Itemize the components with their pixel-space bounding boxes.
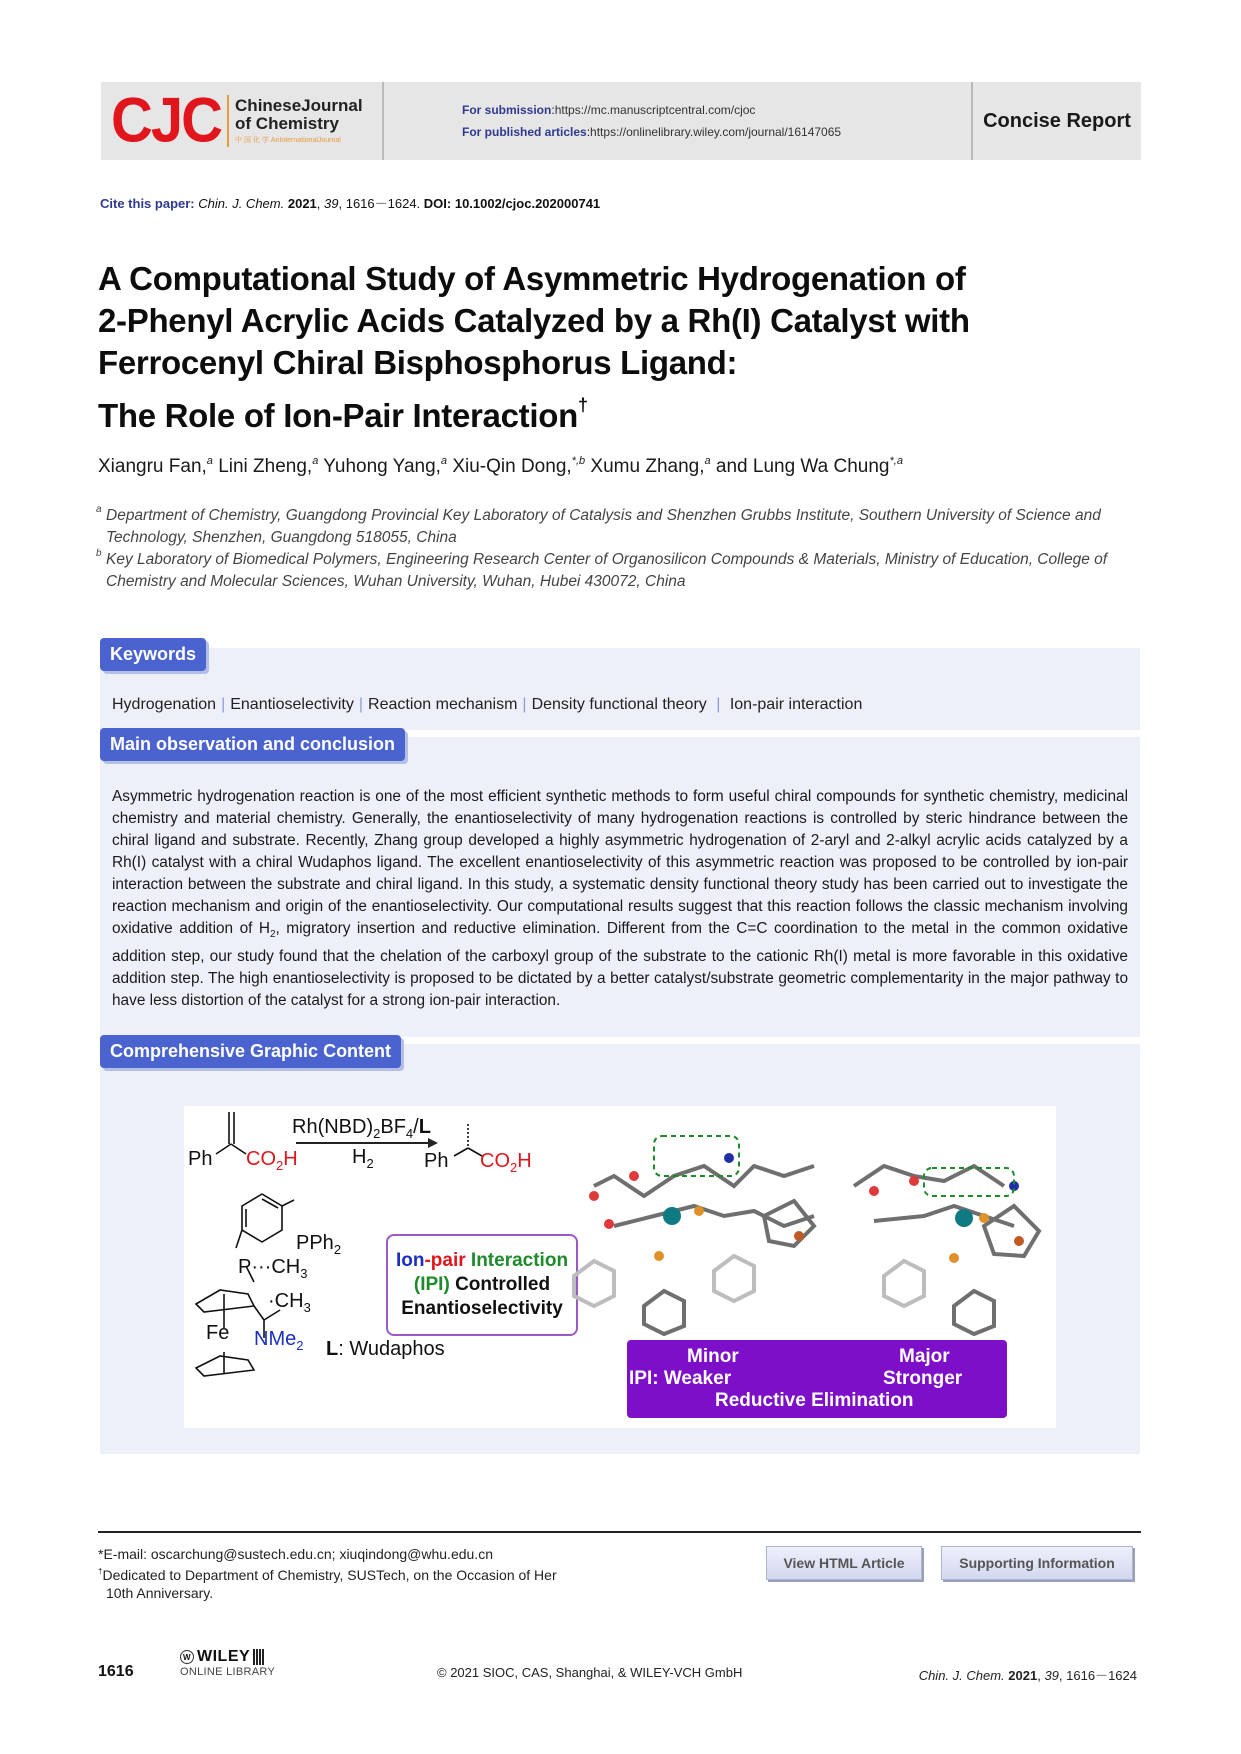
article-type: Concise Report <box>983 109 1131 132</box>
ligand-nme2: NMe$_2$ <box>254 1328 304 1353</box>
product-co2h: $CO_2H$ <box>480 1150 532 1175</box>
ligand-label: L: Wudaphos <box>326 1338 445 1360</box>
copyright: © 2021 SIOC, CAS, Shanghai, & WILEY-VCH GmbH <box>437 1665 743 1680</box>
ligand-ch3: $\cdot CH_3$ <box>268 1290 311 1315</box>
major-label: Major <box>899 1346 950 1367</box>
ligand-p-ch3: $P\cdot\cdot\cdot CH_3$ <box>238 1256 308 1281</box>
ipi-callout: Ion-pair Interaction (IPI) Controlled Enantioselectivity <box>386 1234 578 1336</box>
keyword: Enantioselectivity <box>230 696 354 713</box>
weaker-label: IPI: Weaker <box>629 1368 732 1389</box>
keyword: Reaction mechanism <box>368 696 518 713</box>
submission-url[interactable]: https://mc.manuscriptcentral.com/cjoc <box>554 103 756 117</box>
reactant-co2h: $CO_2H$ <box>246 1148 298 1173</box>
stronger-label: Stronger <box>883 1368 963 1389</box>
journal-banner <box>101 82 1141 160</box>
wiley-seal-icon: W <box>180 1650 194 1664</box>
graphic-panel <box>100 1041 1140 1454</box>
published-url[interactable]: https://onlinelibrary.wiley.com/journal/16147065 <box>590 125 842 139</box>
supporting-information-button[interactable]: Supporting Information <box>941 1546 1133 1580</box>
author: Lini Zheng, <box>218 456 313 477</box>
reagent-h2: $H_2$ <box>352 1146 374 1171</box>
ligand-fe: Fe <box>206 1322 230 1344</box>
author-list: Xiangru Fan,$^a$ Lini Zheng,$^a$ Yuhong Yang,$^a$ Xiu-Qin Dong,$^{*,b}$ Xumu Zhang,$^a$ and Lung Wa Chung$^{*,a}$ <box>98 455 903 477</box>
footer-citation: Chin. J. Chem. 2021, 39, 1616－1624 <box>918 1668 1137 1683</box>
keyword-list: Hydrogenation | Enantioselectivity | Reaction mechanism | Density functional theory | Ion-pair interaction <box>112 696 863 713</box>
dedication: Dedicated to Department of Chemistry, SUSTech, on the Occasion of Her <box>102 1567 557 1583</box>
transition-state-structures <box>554 1106 1054 1338</box>
graphical-abstract <box>184 1106 1056 1428</box>
keyword: Hydrogenation <box>112 696 217 713</box>
keyword: Ion-pair interaction <box>729 696 863 713</box>
abstract-panel <box>100 734 1140 1037</box>
author: Yuhong Yang, <box>323 456 441 477</box>
reaction-arrow <box>296 1142 436 1144</box>
affiliation-b: b Key Laboratory of Biomedical Polymers, Engineering Research Center of Organosilicon Compounds & Materials, Ministry of Education, College of Chemistry and Molecular Sciences, Wuhan University, Wuhan, Hubei 430072, China <box>96 548 1108 590</box>
page-number: 1616 <box>98 1663 134 1680</box>
books-icon <box>253 1649 265 1665</box>
cjc-logo-mark: CJC <box>111 85 222 156</box>
published-link-row[interactable]: For published articles:https://onlinelibrary.wiley.com/journal/16147065 <box>462 125 842 139</box>
product-ph: Ph <box>424 1150 449 1172</box>
logo-line-3: 中 国 化 学 AnInternationalJournal <box>235 137 341 144</box>
affiliations <box>96 505 1136 593</box>
logo-line-2: of Chemistry <box>235 114 339 133</box>
logo-line-1: ChineseJournal <box>235 96 363 115</box>
author: and Lung Wa Chung <box>715 456 890 477</box>
doi[interactable]: DOI: 10.1002/cjoc.202000741 <box>423 196 601 211</box>
cite-label: Cite this paper: <box>100 196 195 211</box>
author: Xiangru Fan, <box>98 456 207 477</box>
journal-links <box>384 82 973 160</box>
wiley-online-library-logo: W WILEY ONLINE LIBRARY <box>180 1648 276 1678</box>
journal-logo <box>101 82 384 160</box>
keywords-heading: Keywords <box>100 638 206 671</box>
main-observation-heading: Main observation and conclusion <box>100 728 405 761</box>
view-html-article-button[interactable]: View HTML Article <box>766 1546 922 1580</box>
author: Xiu-Qin Dong, <box>452 456 572 477</box>
footnotes: *E-mail: oscarchung@sustech.edu.cn; xiuqindong@whu.edu.cn †Dedicated to Department of Chemistry, SUSTech, on the Occasion of Her 10th Anniversary. <box>98 1546 557 1601</box>
submission-link-row[interactable]: For submission:https://mc.manuscriptcentral.com/cjoc <box>462 103 756 117</box>
abstract-text: Asymmetric hydrogenation reaction is one of the most efficient synthetic methods to form useful chiral compounds for synthetic chemistry, medicinal chemistry and material chemistry. Generally, the enantioselectivity of many hydrogenation reactions is controlled by steric hindrance between the chiral ligand and substrate. Recently, Zhang group developed a highly asymmetric hydrogenation of 2-aryl and 2-alkyl acrylic acids catalyzed by a Rh(I) catalyst with a chiral Wudaphos ligand. The excellent enantioselectivity of this asymmetric reaction was proposed to be controlled by ion-pair interaction between the substrate and chiral ligand. In this study, a systematic density functional theory study has been carried out to investigate the reaction mechanism and origin of the enantioselectivity. Our computational results suggest that this reaction follows the classic mechanism involving oxidative addition of $H_2$, migratory insertion and reductive elimination. Different from the C=C coordination to the metal in the common oxidative addition step, our study found that the chelation of the carboxyl group of the substrate to the cationic Rh(I) metal is more favorable in this oxidative addition step. The high enantioselectivity is proposed to be dictated by a better catalyst/substrate geometric complementarity in the major pathway to have less distortion of the catalyst for a strong ion-pair interaction. <box>112 788 1129 1010</box>
corresponding-email: *E-mail: oscarchung@sustech.edu.cn; xiuqindong@whu.edu.cn <box>98 1546 493 1562</box>
keywords-panel <box>100 644 1140 730</box>
reactant-ph: Ph <box>188 1148 213 1170</box>
logo-divider <box>227 95 229 147</box>
minor-label: Minor <box>687 1346 739 1367</box>
affiliation-a: a Department of Chemistry, Guangdong Provincial Key Laboratory of Catalysis and Shenzhen Grubbs Institute, Southern University of Science and Technology, Shenzhen, Guangdong 518055, China <box>96 504 1101 546</box>
citation-line: Cite this paper: Chin. J. Chem. 2021, 39, 1616－1624. DOI: 10.1002/cjoc.202000741 <box>100 196 601 211</box>
ligand-pph2: PPh$_2$ <box>296 1232 342 1257</box>
author: Xumu Zhang, <box>590 456 705 477</box>
keyword: Density functional theory <box>531 696 707 713</box>
graphic-heading: Comprehensive Graphic Content <box>100 1035 401 1068</box>
footnote-rule <box>98 1531 1141 1533</box>
reagent-label: $Rh(NBD)_2BF_4/L$ <box>292 1116 431 1141</box>
step-label: Reductive Elimination <box>715 1390 914 1411</box>
comparison-banner <box>627 1340 1007 1418</box>
article-title: A Computational Study of Asymmetric Hydrogenation of 2-Phenyl Acrylic Acids Catalyzed by a Rh(I) Catalyst with Ferrocenyl Chiral Bisphosphorus Ligand: The Role of Ion-Pair Interaction† <box>98 260 970 434</box>
